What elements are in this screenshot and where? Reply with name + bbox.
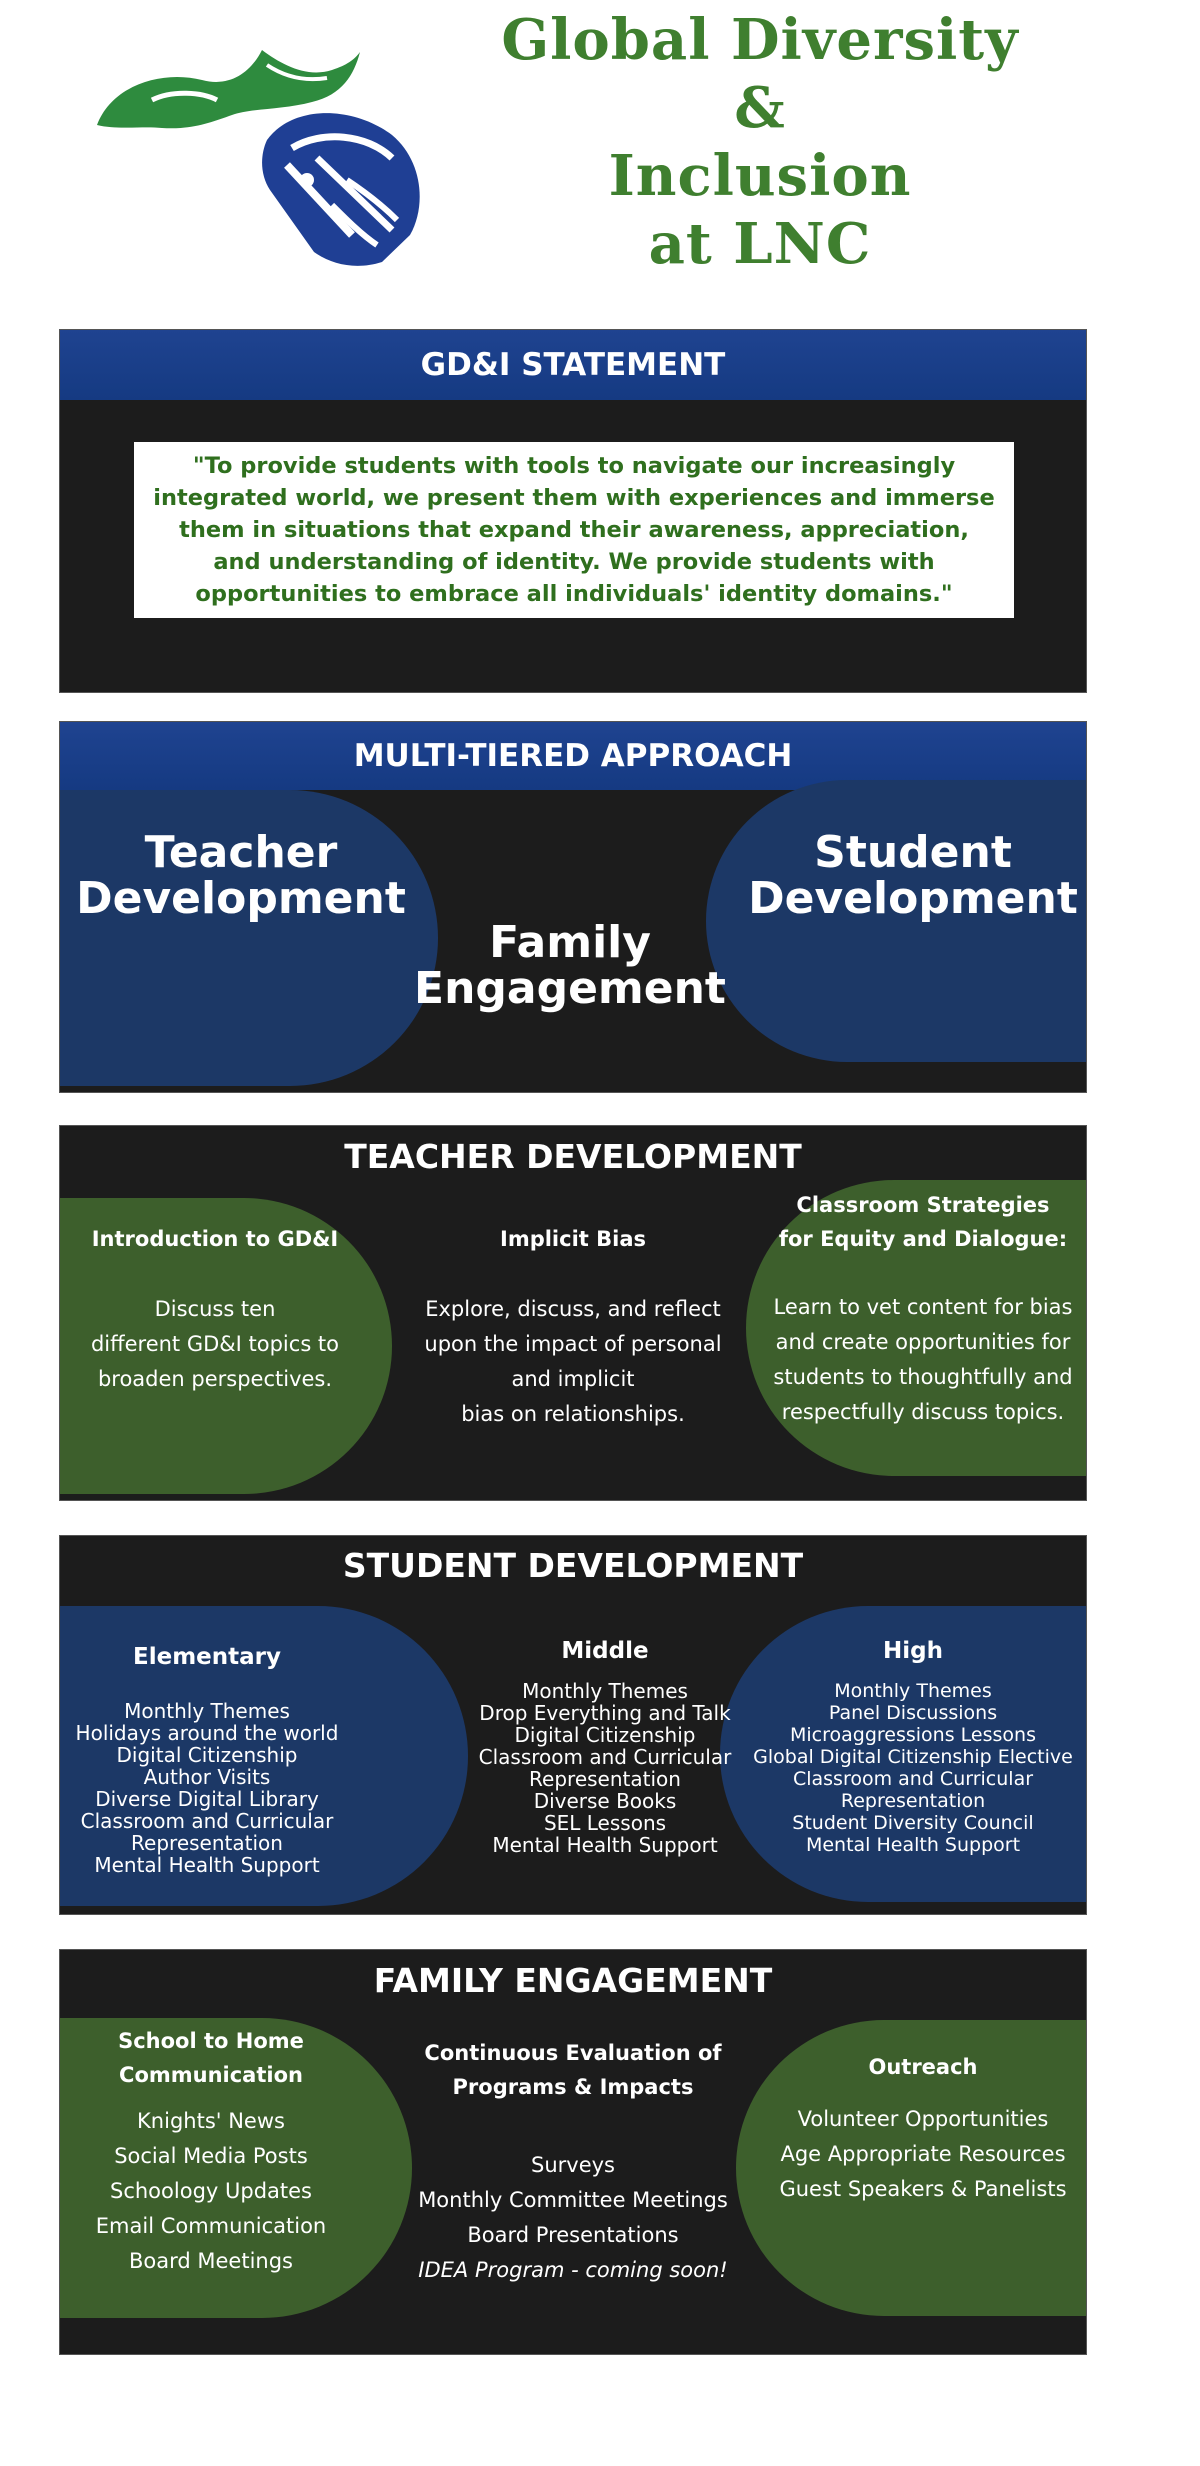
site-title-line: & [734,75,786,141]
column-title: Elementary [133,1644,281,1670]
column-title: Continuous Evaluation of [424,2041,722,2065]
family-eng-panel [60,1950,1086,2354]
column-title: School to Home [118,2029,304,2053]
high-column: High Monthly Themes Panel Discussions Microaggressions Lessons Global Digital Citizenship Elective Classroom and Curricular Representation Student Diversity Council Mental Health Support [740,1634,1086,1856]
student-dev-panel [60,1536,1086,1914]
column-title: Outreach [868,2055,978,2079]
column-title: Implicit Bias [500,1227,646,1251]
site-title-line: Global Diversity [501,7,1019,73]
column-title: Programs & Impacts [452,2075,694,2099]
site-title [440,6,1080,278]
site-title-line: Inclusion [608,143,912,209]
student-development-label: Student Development [748,827,1078,924]
family-eng-heading: FAMILY ENGAGEMENT [373,1961,773,2000]
column-title: Introduction to GD&I [91,1227,339,1251]
teacher-development-label: Teacher Development [76,827,406,924]
teacher-dev-panel [60,1126,1086,1500]
statement-panel [60,330,1086,692]
idea-program-note: IDEA Program - coming soon! [418,2258,728,2282]
evaluation-column: Continuous Evaluation of Programs & Impacts Surveys Monthly Committee Meetings Board Presentations IDEA Program - coming soon! [400,2036,746,2288]
intro-gdi-column: Introduction to GD&I Discuss ten different GD&I topics to broaden perspectives. [60,1222,370,1397]
family-engagement-label: Family Engagement [414,917,726,1014]
column-title: Classroom Strategies [796,1193,1050,1217]
student-dev-heading: STUDENT DEVELOPMENT [342,1546,804,1585]
column-title: Communication [119,2063,303,2087]
statement-text: "To provide students with tools to navigate our increasingly integrated world, we present them with experiences and immerse them in situations that expand their awareness, appreciation, and understanding of identity. We provide students with opportunities to embrace all individuals' identity domains." [134,442,1014,618]
statement-heading: GD&I STATEMENT [60,330,1086,400]
classroom-strategies-column: Classroom Strategies for Equity and Dialogue: Learn to vet content for bias and create opportunities for students to thoughtfully and respectfully discuss topics. [760,1188,1086,1430]
knight-helmet-logo [92,30,452,280]
teacher-dev-heading: TEACHER DEVELOPMENT [344,1137,802,1176]
middle-column: Middle Monthly Themes Drop Everything and Talk Digital Citizenship Classroom and Curricular Representation Diverse Books SEL Lessons Mental Health Support [470,1634,740,1856]
outreach-column: Outreach Volunteer Opportunities Age Appropriate Resources Guest Speakers & Panelists [760,2050,1086,2207]
communication-column: School to Home Communication Knights' News Social Media Posts Schoology Updates Email Communication Board Meetings [60,2024,362,2279]
approach-heading: MULTI-TIERED APPROACH [60,722,1086,790]
elementary-column: Elementary Monthly Themes Holidays around the world Digital Citizenship Author Visits Diverse Digital Library Classroom and Curricular Representation Mental Health Support [60,1640,354,1876]
approach-panel [60,722,1086,1092]
site-title-line: at LNC [648,211,872,277]
column-title: for Equity and Dialogue: [778,1227,1068,1251]
column-title: Middle [561,1638,649,1664]
implicit-bias-column: Implicit Bias Explore, discuss, and reflect upon the impact of personal and implicit bias on relationships. [400,1222,746,1432]
column-title: High [883,1638,943,1664]
